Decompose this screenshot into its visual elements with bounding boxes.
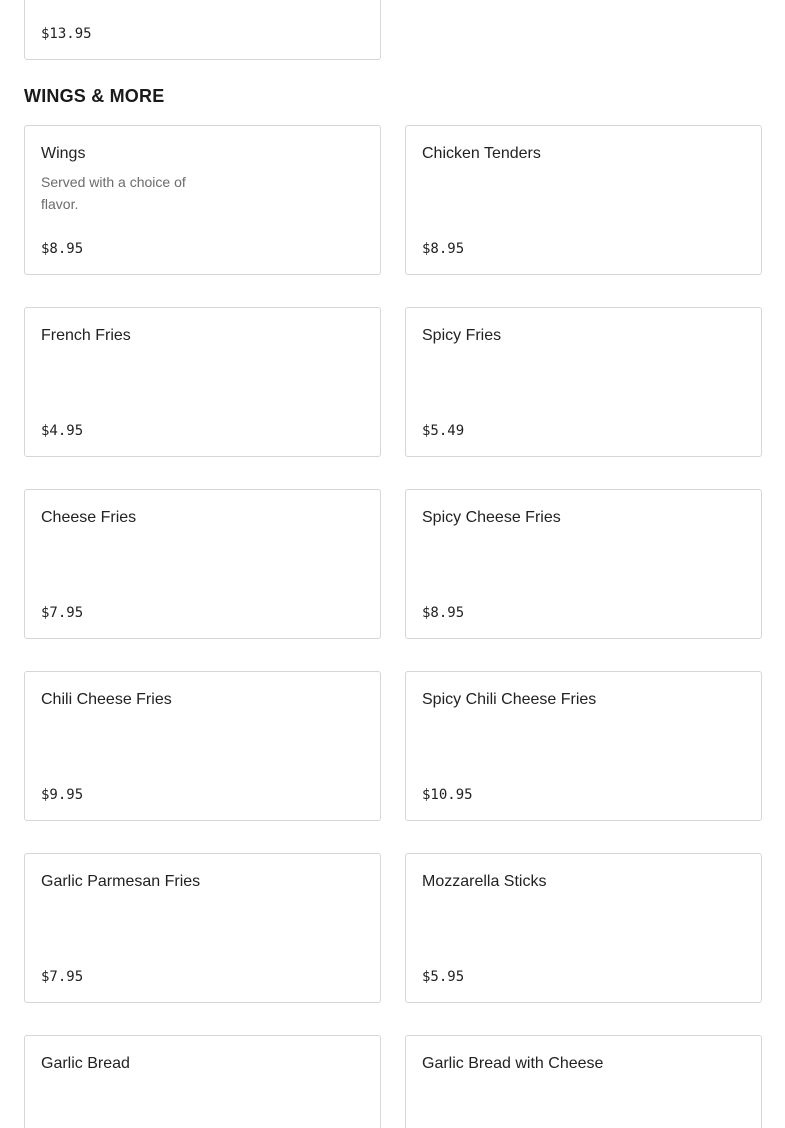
- menu-item-price: $8.95: [422, 241, 465, 257]
- menu-item-card[interactable]: [24, 0, 381, 60]
- menu-item-price: $7.95: [41, 605, 84, 621]
- menu-item-card-garlic-parmesan-fries[interactable]: [24, 853, 381, 1003]
- menu-item-price: $4.95: [41, 423, 84, 439]
- menu-item-name: Spicy Fries: [422, 327, 502, 344]
- menu-item-card-mozzarella-sticks[interactable]: [405, 853, 762, 1003]
- menu-item-price: $8.95: [41, 241, 84, 257]
- menu-item-card-cheese-fries[interactable]: [24, 489, 381, 639]
- menu-item-name: Chili Cheese Fries: [41, 691, 172, 708]
- menu-item-name: Garlic Bread with Cheese: [422, 1055, 604, 1072]
- menu-item-name: Garlic Bread: [41, 1055, 130, 1072]
- menu-item-card-garlic-bread-with-cheese[interactable]: [405, 1035, 762, 1128]
- menu-item-card-french-fries[interactable]: [24, 307, 381, 457]
- menu-item-card-spicy-chili-cheese-fries[interactable]: [405, 671, 762, 821]
- menu-item-name: Cheese Fries: [41, 509, 137, 526]
- menu-item-price: $5.95: [422, 969, 465, 985]
- menu-item-card-spicy-cheese-fries[interactable]: [405, 489, 762, 639]
- menu-item-name: Chicken Tenders: [422, 145, 541, 162]
- section-title: WINGS & MORE: [24, 86, 165, 106]
- menu-item-card-spicy-fries[interactable]: [405, 307, 762, 457]
- menu-item-card-chili-cheese-fries[interactable]: [24, 671, 381, 821]
- menu-item-name: Spicy Cheese Fries: [422, 509, 561, 526]
- menu-item-name: Spicy Chili Cheese Fries: [422, 691, 597, 708]
- menu-item-description: Served with a choice of flavor.: [41, 174, 186, 212]
- menu-item-name: Garlic Parmesan Fries: [41, 873, 201, 890]
- menu-item-price: $13.95: [41, 26, 92, 42]
- menu-item-price: $9.95: [41, 787, 84, 803]
- menu-item-card-garlic-bread[interactable]: [24, 1035, 381, 1128]
- menu-item-price: $10.95: [422, 787, 473, 803]
- menu-item-price: $7.95: [41, 969, 84, 985]
- menu-item-name: Wings: [41, 145, 86, 162]
- menu-item-card-wings[interactable]: [24, 125, 381, 275]
- menu-item-name: Mozzarella Sticks: [422, 873, 547, 890]
- menu-item-name: French Fries: [41, 327, 131, 344]
- menu-item-price: $5.49: [422, 423, 465, 439]
- menu-item-card-chicken-tenders[interactable]: [405, 125, 762, 275]
- menu-item-price: $8.95: [422, 605, 465, 621]
